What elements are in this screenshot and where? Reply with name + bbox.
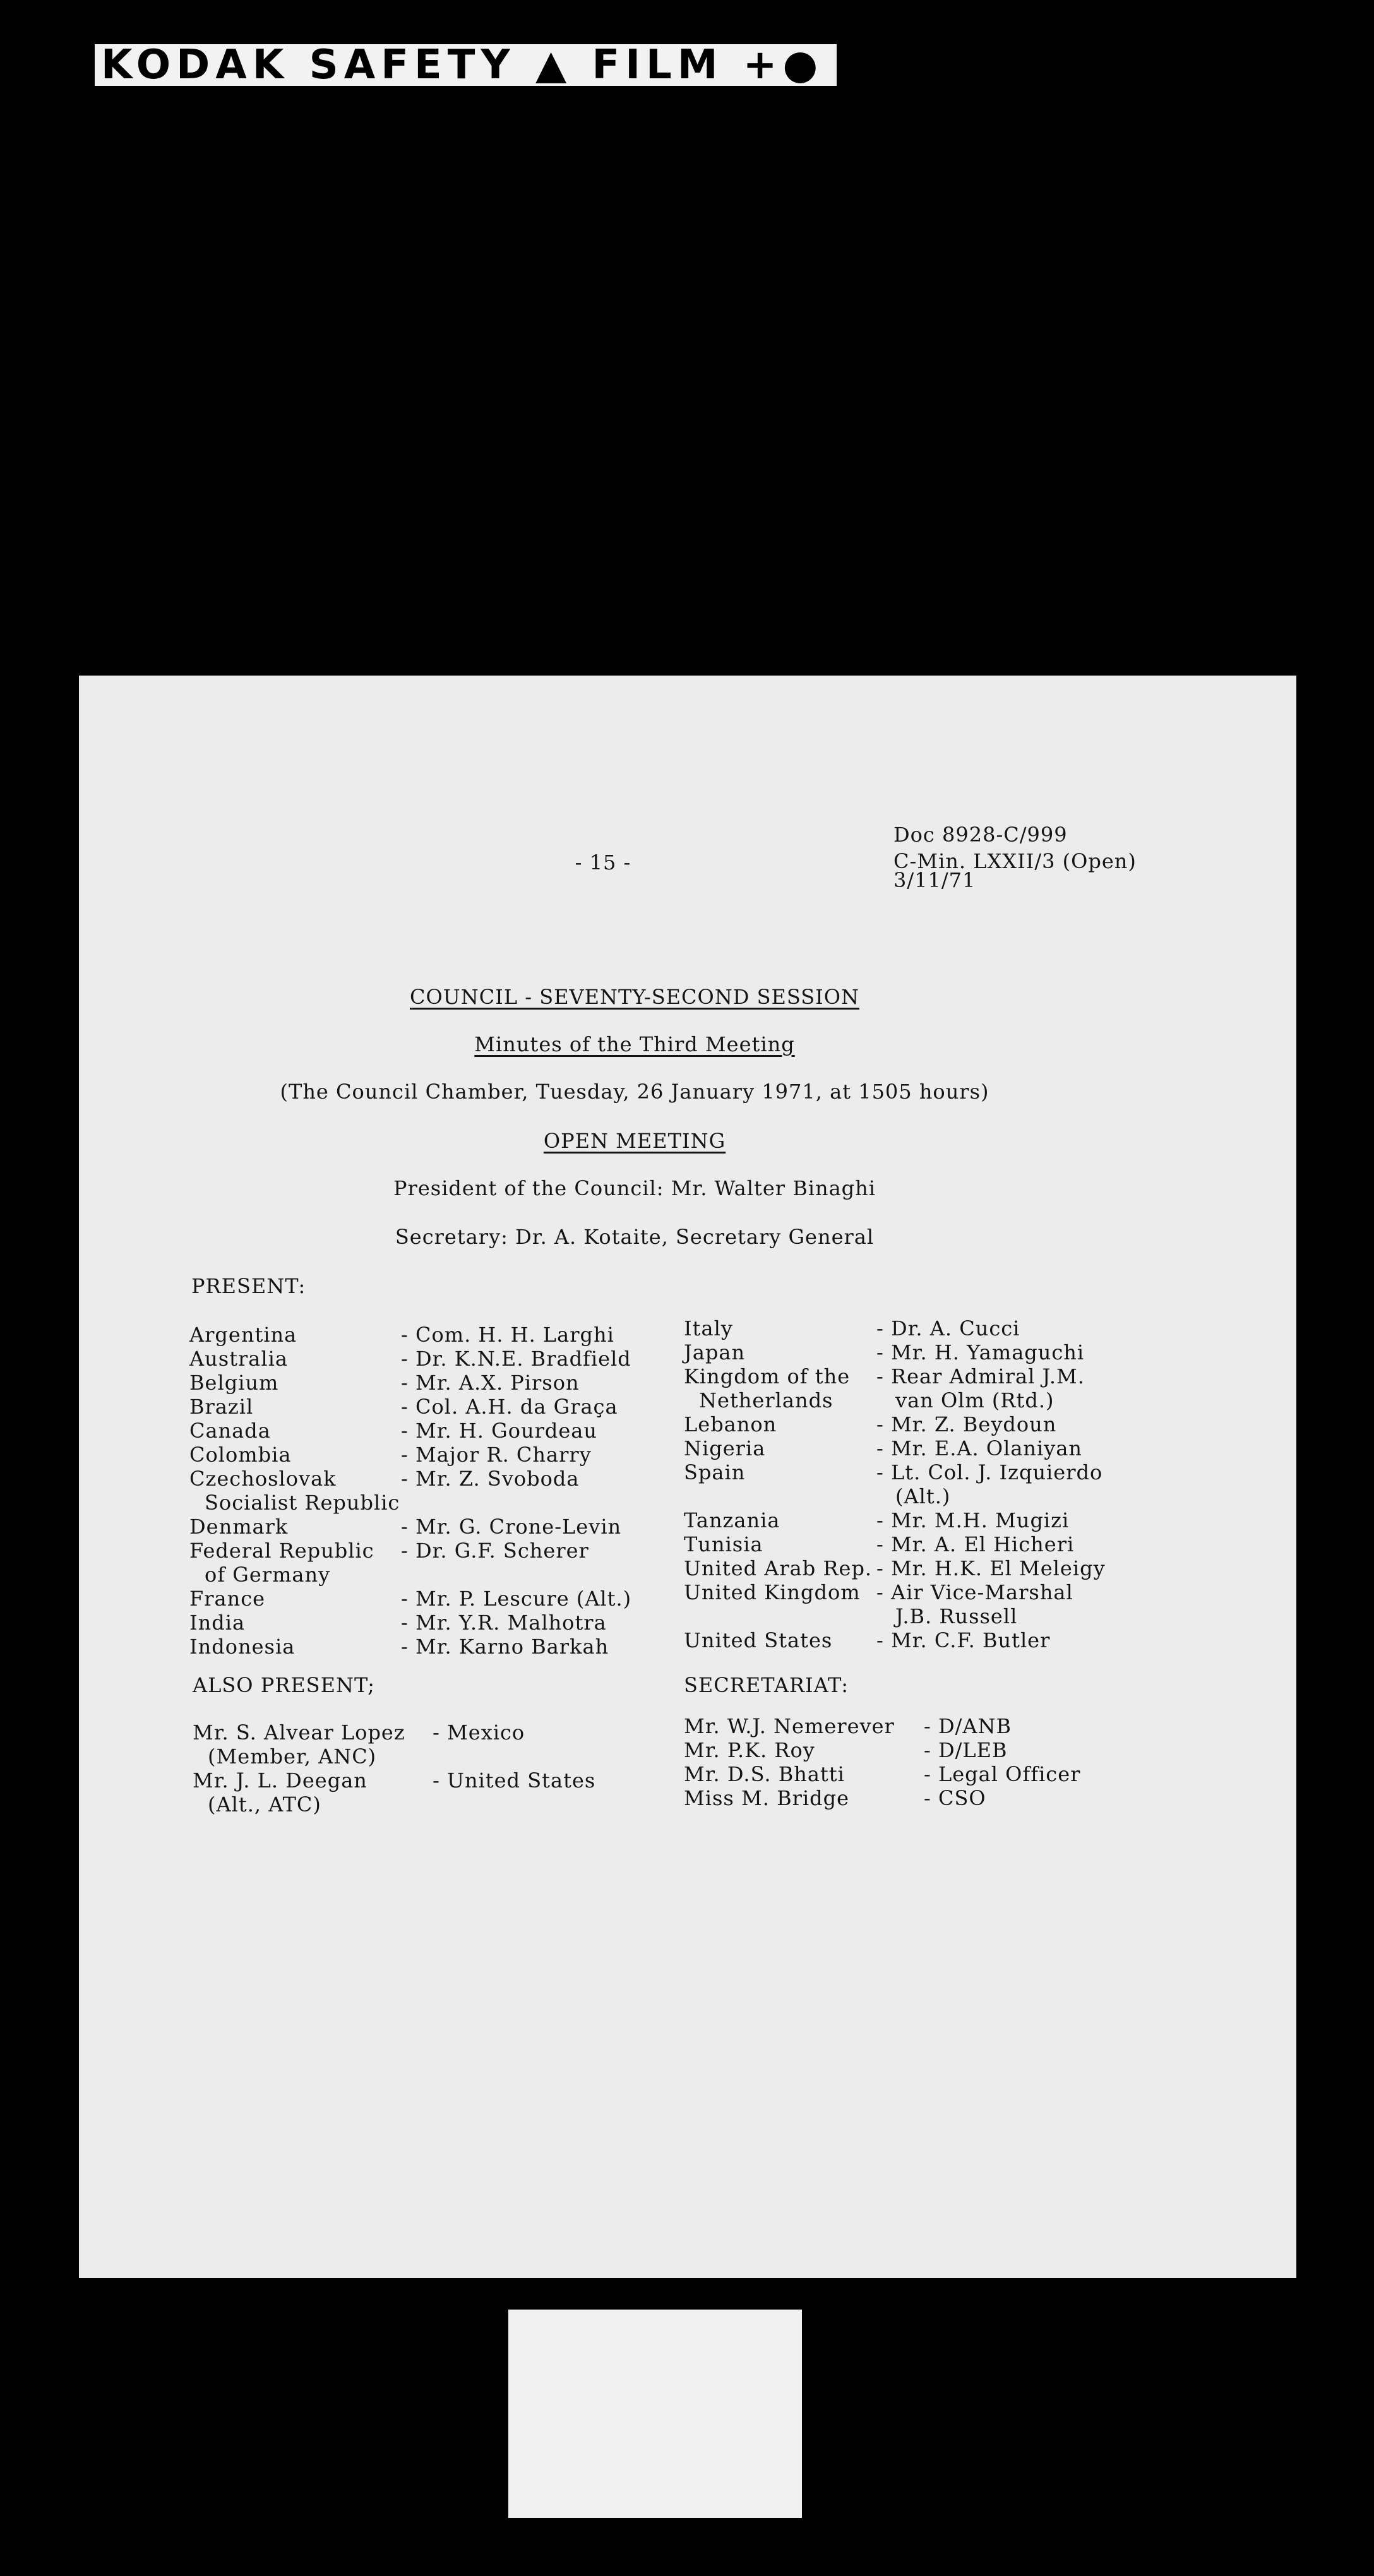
meeting-place-time: (The Council Chamber, Tuesday, 26 January 1971, at 1505 hours)	[280, 1080, 989, 1104]
meeting-type: OPEN MEETING	[543, 1129, 726, 1153]
list-item	[684, 1364, 1277, 1388]
list-item	[189, 1443, 758, 1467]
attendee-name: Mr. J. L. Deegan	[193, 1768, 367, 1792]
delegate: - Major R. Charry	[401, 1443, 592, 1467]
delegate: - Mr. A.X. Pirson	[401, 1371, 580, 1395]
country: Colombia	[189, 1443, 292, 1467]
minutes-reference: C-Min. LXXII/3 (Open)	[893, 849, 1137, 873]
list-item	[189, 1491, 758, 1515]
delegate: - Mr. H.K. El Meleigy	[876, 1556, 1106, 1580]
country: India	[189, 1611, 246, 1635]
country: Socialist Republic	[205, 1491, 400, 1515]
country: Federal Republic	[189, 1539, 374, 1563]
present-list-right	[684, 1316, 1277, 1652]
list-item	[684, 1388, 1277, 1412]
also-present-heading: ALSO PRESENT;	[193, 1673, 375, 1697]
country: Indonesia	[189, 1635, 296, 1659]
delegate: - Mr. H. Yamaguchi	[876, 1340, 1085, 1364]
list-item	[189, 1395, 758, 1419]
document-page	[79, 676, 1296, 2278]
country: United Arab Rep.	[684, 1556, 873, 1580]
delegate: - Mr. M.H. Mugizi	[876, 1508, 1070, 1532]
delegate: - Com. H. H. Larghi	[401, 1323, 614, 1347]
list-item	[684, 1484, 1277, 1508]
list-item	[684, 1532, 1277, 1556]
list-item	[193, 1744, 672, 1768]
list-item	[189, 1539, 758, 1563]
list-item	[684, 1508, 1277, 1532]
list-item	[189, 1587, 758, 1611]
country: France	[189, 1587, 266, 1611]
country: Argentina	[189, 1323, 297, 1347]
delegate: - Mr. G. Crone-Levin	[401, 1515, 622, 1539]
film-frame-tab	[508, 2310, 802, 2518]
list-item	[684, 1580, 1277, 1604]
attendee-name: (Alt., ATC)	[208, 1792, 321, 1816]
delegate: van Olm (Rtd.)	[895, 1388, 1054, 1412]
country: United States	[684, 1628, 833, 1652]
staff-role: - D/LEB	[924, 1738, 1008, 1762]
staff-role: - D/ANB	[924, 1714, 1012, 1738]
council-secretary: Secretary: Dr. A. Kotaite, Secretary General	[395, 1225, 875, 1249]
delegate: - Lt. Col. J. Izquierdo	[876, 1460, 1103, 1484]
session-title: COUNCIL - SEVENTY-SECOND SESSION	[410, 985, 859, 1009]
delegate: - Dr. A. Cucci	[876, 1316, 1020, 1340]
council-president: President of the Council: Mr. Walter Binaghi	[393, 1176, 876, 1200]
list-item	[684, 1714, 1164, 1738]
doc-reference: Doc 8928-C/999	[893, 823, 1068, 847]
staff-role: - Legal Officer	[924, 1762, 1081, 1786]
delegate: - Mr. P. Lescure (Alt.)	[401, 1587, 632, 1611]
list-item	[684, 1738, 1164, 1762]
list-item	[193, 1792, 672, 1816]
secretariat-heading: SECRETARIAT:	[684, 1673, 849, 1697]
list-item	[189, 1323, 758, 1347]
country: Australia	[189, 1347, 288, 1371]
list-item	[193, 1768, 672, 1792]
country: Denmark	[189, 1515, 289, 1539]
country: Kingdom of the	[684, 1364, 851, 1388]
list-item	[189, 1371, 758, 1395]
list-item	[684, 1460, 1277, 1484]
page-number: - 15 -	[575, 850, 631, 874]
list-item	[684, 1762, 1164, 1786]
attendee-country: - Mexico	[433, 1720, 525, 1744]
attendee-name: (Member, ANC)	[208, 1744, 377, 1768]
country: Spain	[684, 1460, 746, 1484]
list-item	[189, 1467, 758, 1491]
country: Italy	[684, 1316, 733, 1340]
staff-name: Mr. D.S. Bhatti	[684, 1762, 845, 1786]
country: Nigeria	[684, 1436, 766, 1460]
delegate: - Mr. Karno Barkah	[401, 1635, 609, 1659]
staff-name: Miss M. Bridge	[684, 1786, 850, 1810]
staff-name: Mr. W.J. Nemerever	[684, 1714, 895, 1738]
list-item	[684, 1628, 1277, 1652]
delegate: - Mr. Z. Svoboda	[401, 1467, 580, 1491]
attendee-country: - United States	[433, 1768, 596, 1792]
list-item	[684, 1604, 1277, 1628]
list-item	[189, 1611, 758, 1635]
country: of Germany	[205, 1563, 331, 1587]
secretariat-list	[684, 1714, 1164, 1810]
delegate: - Air Vice-Marshal	[876, 1580, 1073, 1604]
delegate: - Rear Admiral J.M.	[876, 1364, 1085, 1388]
list-item	[684, 1412, 1277, 1436]
list-item	[189, 1563, 758, 1587]
attendee-name: Mr. S. Alvear Lopez	[193, 1720, 405, 1744]
delegate: - Col. A.H. da Graça	[401, 1395, 618, 1419]
country: Tanzania	[684, 1508, 780, 1532]
country: Japan	[684, 1340, 746, 1364]
country: Lebanon	[684, 1412, 777, 1436]
delegate: (Alt.)	[895, 1484, 951, 1508]
delegate: - Mr. E.A. Olaniyan	[876, 1436, 1083, 1460]
delegate: - Dr. G.F. Scherer	[401, 1539, 589, 1563]
present-heading: PRESENT:	[191, 1274, 306, 1298]
list-item	[189, 1635, 758, 1659]
list-item	[189, 1347, 758, 1371]
delegate: - Mr. A. El Hicheri	[876, 1532, 1075, 1556]
country: United Kingdom	[684, 1580, 861, 1604]
film-edge-marking: KODAK SAFETY ▲ FILM +●	[95, 44, 837, 86]
country: Netherlands	[699, 1388, 833, 1412]
list-item	[189, 1419, 758, 1443]
list-item	[189, 1515, 758, 1539]
list-item	[684, 1786, 1164, 1810]
delegate: J.B. Russell	[895, 1604, 1018, 1628]
list-item	[684, 1316, 1277, 1340]
list-item	[684, 1340, 1277, 1364]
minutes-title: Minutes of the Third Meeting	[474, 1032, 795, 1056]
staff-role: - CSO	[924, 1786, 986, 1810]
list-item	[193, 1720, 672, 1744]
present-list-left	[189, 1323, 758, 1659]
list-item	[684, 1436, 1277, 1460]
also-present-list	[193, 1720, 672, 1816]
country: Canada	[189, 1419, 271, 1443]
country: Brazil	[189, 1395, 254, 1419]
delegate: - Mr. Y.R. Malhotra	[401, 1611, 607, 1635]
list-item	[684, 1556, 1277, 1580]
delegate: - Mr. C.F. Butler	[876, 1628, 1051, 1652]
delegate: - Dr. K.N.E. Bradfield	[401, 1347, 631, 1371]
delegate: - Mr. Z. Beydoun	[876, 1412, 1057, 1436]
country: Belgium	[189, 1371, 279, 1395]
delegate: - Mr. H. Gourdeau	[401, 1419, 597, 1443]
country: Tunisia	[684, 1532, 763, 1556]
doc-date: 3/11/71	[893, 868, 976, 892]
staff-name: Mr. P.K. Roy	[684, 1738, 815, 1762]
country: Czechoslovak	[189, 1467, 337, 1491]
